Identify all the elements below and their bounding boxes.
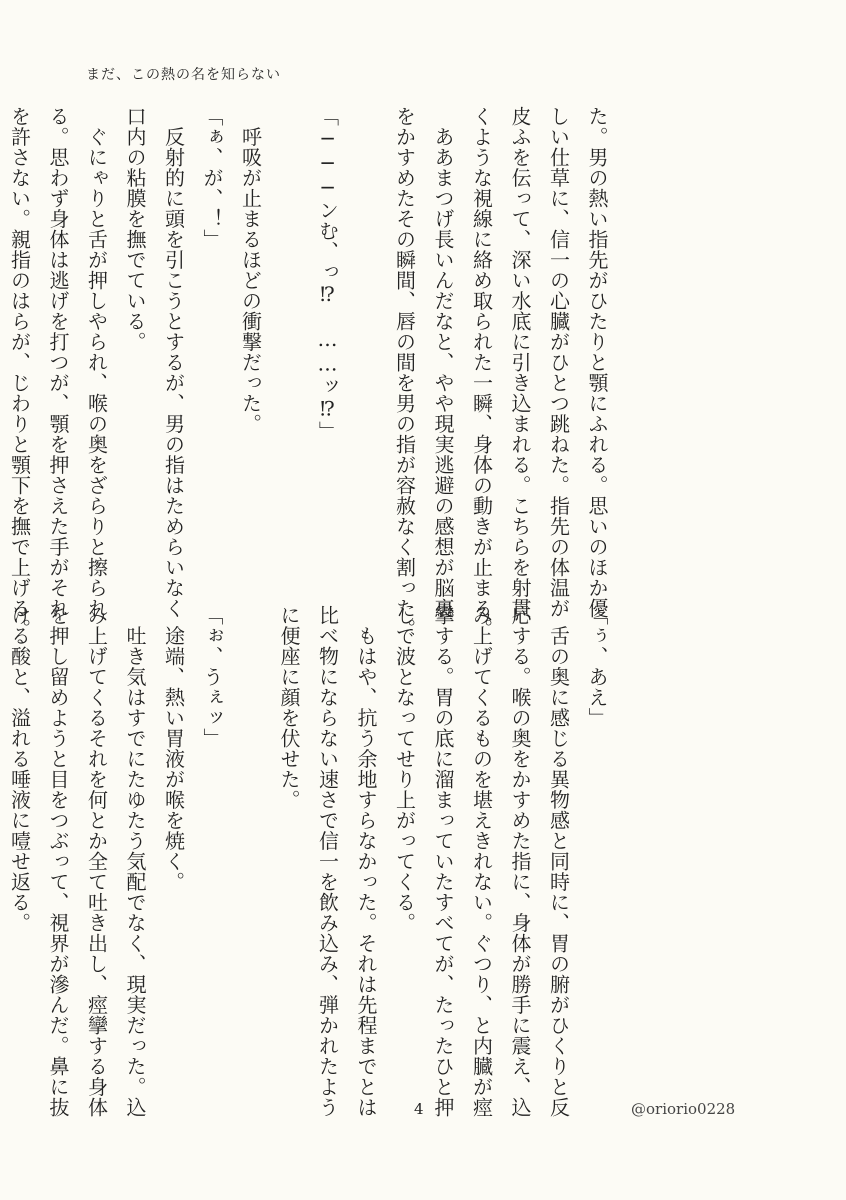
text-line (347, 106, 386, 576)
text-line: 皮ふを伝って、深い水底に引き込まれる。こちらを射貫 (508, 106, 532, 619)
text-line: 「ぉ、うぇッ」 (200, 605, 224, 749)
text-line: をかすめたその瞬間、唇の間を男の指が容赦なく割った。 (392, 106, 417, 639)
text-line: 応する。喉の奥をかすめた指に、身体が勝手に震え、込 (508, 605, 532, 1118)
text-line (231, 605, 270, 1080)
text-line: に便座に顔を伏せた。 (277, 605, 301, 810)
text-line: 呼吸が止まるほどの衝撃だった。 (238, 106, 263, 434)
text-line: 途端、熱い胃液が喉を焼く。 (161, 605, 186, 892)
text-line: を押し留めようと目をつぶって、視界が滲んだ。鼻に抜 (46, 605, 70, 1118)
text-line: ける酸と、溢れる唾液に噎せ返る。 (7, 605, 32, 933)
text-line: しで波となってせり上がってくる。 (392, 605, 417, 933)
text-line: 比べ物にならない速さで信一を飲み込み、弾かれたよう (315, 605, 340, 1118)
text-line: しい仕草に、信一の心臓がひとつ跳ねた。指先の体温が (546, 106, 571, 619)
text-line (270, 106, 309, 576)
text-line: もはや、抗う余地すらなかった。それは先程までとは (354, 605, 378, 1118)
page-title: まだ、この熱の名を知らない (86, 67, 281, 83)
text-line: 反射的に頭を引こうとするが、男の指はためらいなく (161, 106, 186, 619)
text-line: くような視線に絡め取られた一瞬、身体の動きが止まる。 (469, 106, 494, 639)
text-line: を許さない。親指のはらが、じわりと顎下を撫で上げる。 (7, 106, 32, 639)
text-line: み上げてくるそれを何とか全て吐き出し、痙攣する身体 (84, 605, 109, 1118)
text-block-bottom (7, 605, 616, 1118)
text-line: 吐き気はすでにたゆたう気配でなく、現実だった。込 (123, 605, 147, 1118)
text-line: 舌の奥に感じる異物感と同時に、胃の腑がひくりと反 (546, 605, 571, 1118)
text-line: 攣する。胃の底に溜まっていたすべてが、たったひと押 (431, 605, 455, 1118)
page-number: 4 (414, 1100, 424, 1118)
text-line: ぐにゃりと舌が押しやられ、喉の奥をざらりと擦られ (84, 106, 109, 619)
text-line: 「ぁ、が、！」 (200, 106, 224, 250)
text-line: 口内の粘膜を撫でている。 (123, 106, 147, 352)
author-handle: @oriorio0228 (631, 1100, 736, 1118)
text-line: 「───ンむ、っ⁉ ……ッ⁉」 (315, 106, 340, 442)
text-block-top (7, 106, 616, 639)
text-line: 「ぅ、あえ」 (585, 605, 609, 728)
text-line: み上げてくるものを堪えきれない。ぐつり、と内臓が痙 (469, 605, 494, 1118)
text-line: ああまつげ長いんだなと、やや現実逃避の感想が脳裏 (431, 106, 455, 619)
text-line: る。思わず身体は逃げを打つが、顎を押さえた手がそれ (46, 106, 70, 619)
text-line: た。男の熱い指先がひたりと顎にふれる。思いのほか優 (585, 106, 609, 619)
